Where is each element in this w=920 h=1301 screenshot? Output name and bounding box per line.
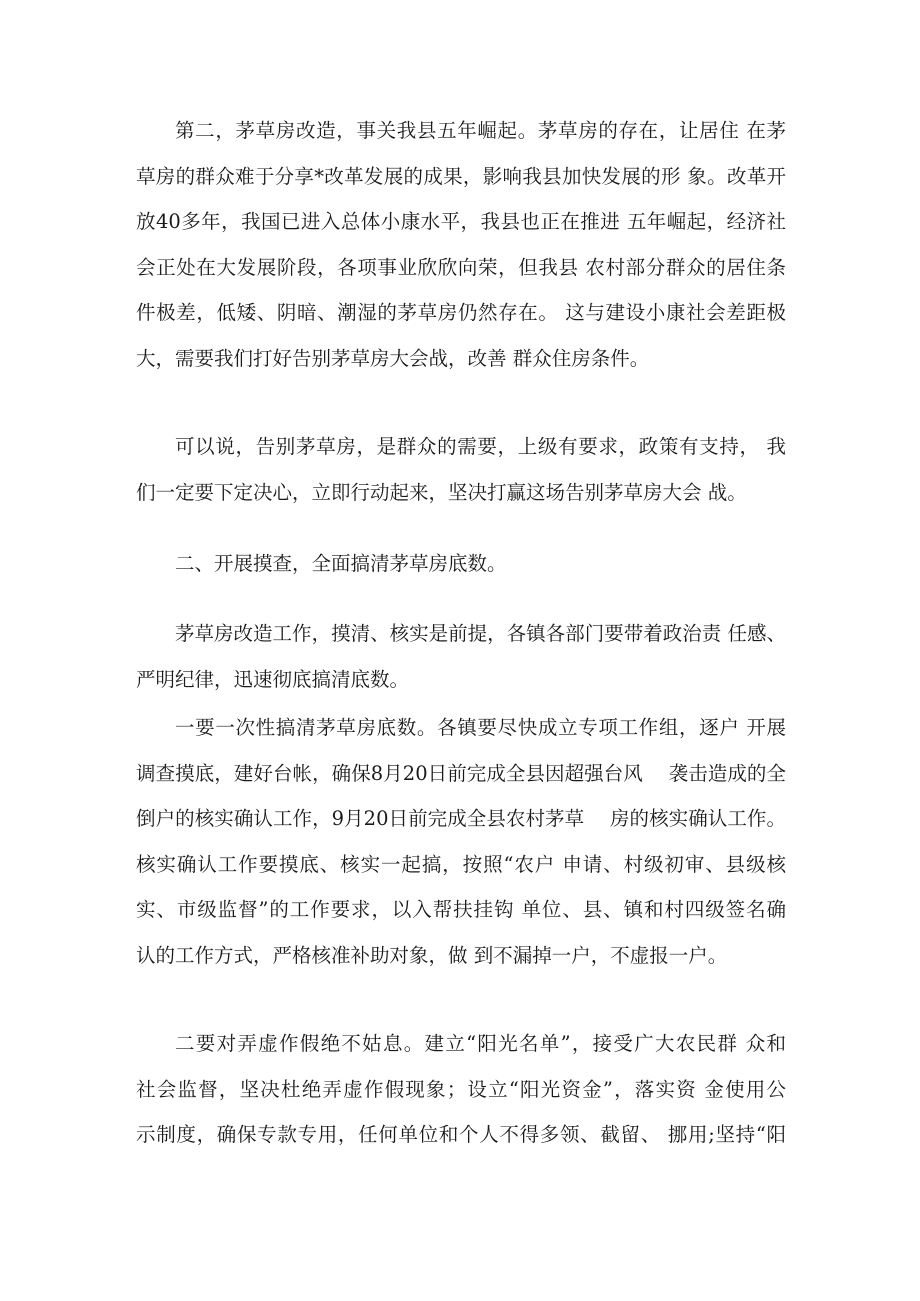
paragraph-line: 倒户的核实确认工作，9月20日前完成全县农村茅草 房的核实确认工作。 <box>136 807 786 830</box>
paragraph-line: 实、市级监督”的工作要求，以入帮扶挂钩 单位、县、镇和村四级签名确 <box>136 898 786 921</box>
paragraph-line: 草房的群众难于分享*改革发展的成果，影响我县加快发展的形 象。改革开 <box>136 164 786 188</box>
paragraph-5 <box>136 705 786 978</box>
paragraph-line: 大，需要我们打好告别茅草房大会战，改善 群众住房条件。 <box>136 346 650 370</box>
paragraph-line: 会正处在大发展阶段，各项事业欣欣向荣，但我县 农村部分群众的居住条 <box>136 255 786 279</box>
paragraph-6 <box>136 1021 786 1158</box>
paragraph-line: 核实确认工作要摸底、核实一起搞，按照“农户 申请、村级初审、县级核 <box>136 852 786 876</box>
section-heading <box>136 541 786 587</box>
paragraph-line: 一要一次性搞清茅草房底数。各镇要尽快成立专项工作组，逐户 开展 <box>175 716 786 739</box>
paragraph-line: 放40多年，我国已进入总体小康水平，我县也正在推进 五年崛起，经济社 <box>136 210 786 233</box>
paragraph-line: 茅草房改造工作，摸清、核实是前提，各镇各部门要带着政治责 任感、 <box>175 622 786 645</box>
paragraph-2 <box>136 424 786 515</box>
paragraph-line: 第二，茅草房改造，事关我县五年崛起。茅草房的存在，让居住 在茅 <box>175 119 786 142</box>
paragraph-1 <box>136 108 786 381</box>
paragraph-line: 件极差，低矮、阴暗、潮湿的茅草房仍然存在。 这与建设小康社会差距极 <box>136 301 786 324</box>
paragraph-line: 社会监督，坚决杜绝弄虚作假现象；设立“阳光资金”，落实资 金使用公 <box>136 1077 786 1101</box>
paragraph-line: 可以说，告别茅草房，是群众的需要，上级有要求，政策有支持， 我 <box>175 435 786 458</box>
paragraph-line: 示制度，确保专款专用，任何单位和个人不得多领、截留、 挪用;坚持“阳 <box>136 1123 786 1146</box>
paragraph-line: 认的工作方式，严格核准补助对象，做 到不漏掉一户，不虚报一户。 <box>136 943 728 967</box>
paragraph-line: 严明纪律，迅速彻底搞清底数。 <box>136 667 410 691</box>
paragraph-line: 二要对弄虚作假绝不姑息。建立“阳光名单”，接受广大农民群 众和 <box>175 1032 786 1055</box>
paragraph-line: 们一定要下定决心，立即行动起来，坚决打赢这场告别茅草房大会 战。 <box>136 480 747 504</box>
paragraph-line: 调查摸底，建好台帐，确保8月20日前完成全县因超强台风 袭击造成的全 <box>136 761 786 785</box>
paragraph-4 <box>136 611 786 702</box>
heading-line: 二、开展摸查，全面搞清茅草房底数。 <box>175 552 507 575</box>
